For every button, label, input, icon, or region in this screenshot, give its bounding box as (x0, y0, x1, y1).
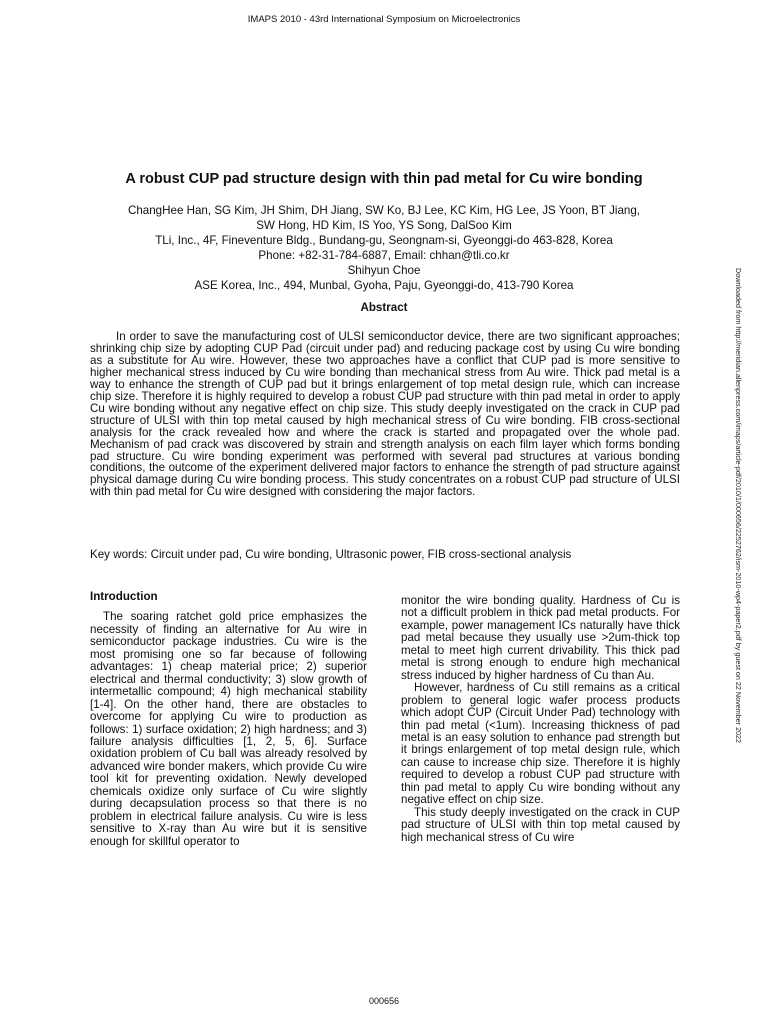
page-number: 000656 (368, 996, 400, 1006)
abstract-heading: Abstract (360, 301, 408, 314)
affiliation-1: TLi, Inc., 4F, Fineventure Bldg., Bundang-gu, Seongnam-si, Gyeonggi-do 463-828, Korea (155, 233, 613, 247)
contact-info: Phone: +82-31-784-6887, Email: chhan@tli.co.kr (258, 248, 510, 262)
affiliation-2: ASE Korea, Inc., 494, Munbal, Gyoha, Paju, Gyeonggi-do, 413-790 Korea (194, 278, 574, 292)
right-paragraph-3: This study deeply investigated on the crack in CUP pad structure of ULSI with thin top metal caused by high mechanical stress of Cu wire (401, 805, 680, 844)
left-column (90, 591, 367, 848)
running-header: IMAPS 2010 - 43rd International Symposium on Microelectronics (247, 14, 521, 25)
introduction-heading: Introduction (90, 590, 158, 603)
authors-line-2: SW Hong, HD Kim, IS Yoo, YS Song, DalSoo Kim (256, 218, 512, 232)
author-2: Shihyun Choe (347, 263, 421, 277)
abstract-text: In order to save the manufacturing cost of ULSI semiconductor device, there are two significant approaches; shrinking chip size by adopting CUP Pad (circuit under pad) and reducing package cost by using Cu wire bonding as a substitute for Au wire. However, these two approaches have a conflict that CUP pad is more sensitive to higher mechanical stress induced by Cu wire bonding than mechanical stress from Au wire. Thick pad metal is a way to enhance the strength of CUP pad but it brings enlargement of top metal design rule, which can increase chip size. Therefore it is highly required to develop a robust CUP pad structure with thin pad metal in order to apply Cu wire bonding without any negative effect on chip size. This study deeply investigated on the crack in CUP pad structure of ULSI with thin top metal caused by high mechanical stress of Cu wire bonding. FIB cross-sectional analysis for the crack revealed how and where the crack is started and propagated over the whole pad. Mechanism of pad crack was discovered by strain and strength analysis on each film layer which forms bonding pad structure. Cu wire bonding experiment was performed with several pad structures at various bonding conditions, the outcome of the experiment delivered major factors to enhance the strength of pad structure against physical damage during Cu wire bonding process. This study concentrates on a robust CUP pad structure of ULSI with thin pad metal for Cu wire designed with considering the major factors. (90, 330, 680, 499)
download-watermark: Downloaded from http://meridian.allenpress.com/imaps/article-pdf/2010/1/000656/2252762/ism-2010-wp4-paper2.pdf by guest on 22 November 2022 (734, 268, 743, 744)
author-block (0, 204, 768, 293)
right-column (401, 595, 680, 844)
authors-line-1: ChangHee Han, SG Kim, JH Shim, DH Jiang, SW Ko, BJ Lee, KC Kim, HG Lee, JS Yoon, BT Jiang, (127, 204, 641, 217)
right-paragraph-1: monitor the wire bonding quality. Hardness of Cu is not a difficult problem in thick pad metal products. For example, power management ICs naturally have thick pad metal because they usually use >2um-thick top metal to meet high current drivability. This thick pad metal is strong enough to endure high mechanical stress induced by higher hardness of Cu than Au. (401, 594, 680, 682)
left-paragraph-1: The soaring ratchet gold price emphasizes the necessity of finding an alternative for Au wire in semiconductor package industries. Cu wire is the most promising one so far because of following advantages: 1) cheap material price; 2) superior electrical and thermal conductivity; 3) slow growth of intermetallic compound; 4) high mechanical stability [1-4]. On the other hand, there are obstacles to overcome for applying Cu wire to production as follows: 1) surface oxidation; 2) high hardness; and 3) failure analysis difficulties [1, 2, 5, 6]. Surface oxidation problem of Cu ball was already resolved by advanced wire bonder makers, which provide Cu wire tool kit for preventing oxidation. Newly developed chemicals oxidize only surface of Cu wire slightly during decapsulation process so that there is no problem in electrical failure analysis. Cu wire is less sensitive to X-ray than Au wire but it is sensitive enough for skillful operator to (90, 610, 367, 848)
right-paragraph-2: However, hardness of Cu still remains as a critical problem to general logic wafer process products which adopt CUP (Circuit Under Pad) technology with thin pad metal (<1um). Increasing thickness of pad metal is an easy solution to enhance pad strength but it brings enlargement of top metal design rule, which can cause to increase chip size. Therefore it is highly required to develop a robust CUP pad structure with thin pad metal to apply Cu wire bonding without any negative effect on chip size. (401, 681, 680, 807)
paper-title: A robust CUP pad structure design with thin pad metal for Cu wire bonding (125, 171, 643, 187)
keywords: Key words: Circuit under pad, Cu wire bonding, Ultrasonic power, FIB cross-sectional analysis (90, 548, 572, 561)
